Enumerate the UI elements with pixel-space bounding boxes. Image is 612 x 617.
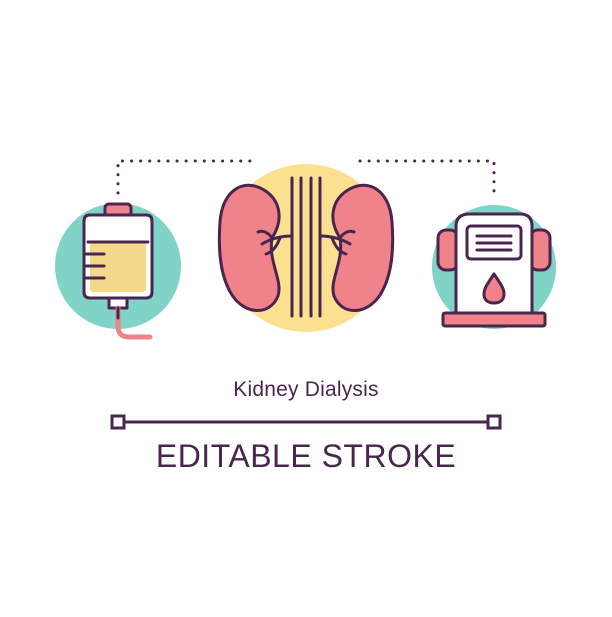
dialysis-machine-icon (438, 214, 550, 326)
divider-line (112, 416, 500, 428)
dotted-connector-left (118, 161, 252, 193)
dotted-connector-right (360, 161, 494, 193)
editable-stroke-label: EDITABLE STROKE (155, 438, 457, 474)
left-kidney (219, 185, 279, 310)
illustration-title: Kidney Dialysis (233, 378, 379, 401)
right-kidney (333, 185, 393, 310)
